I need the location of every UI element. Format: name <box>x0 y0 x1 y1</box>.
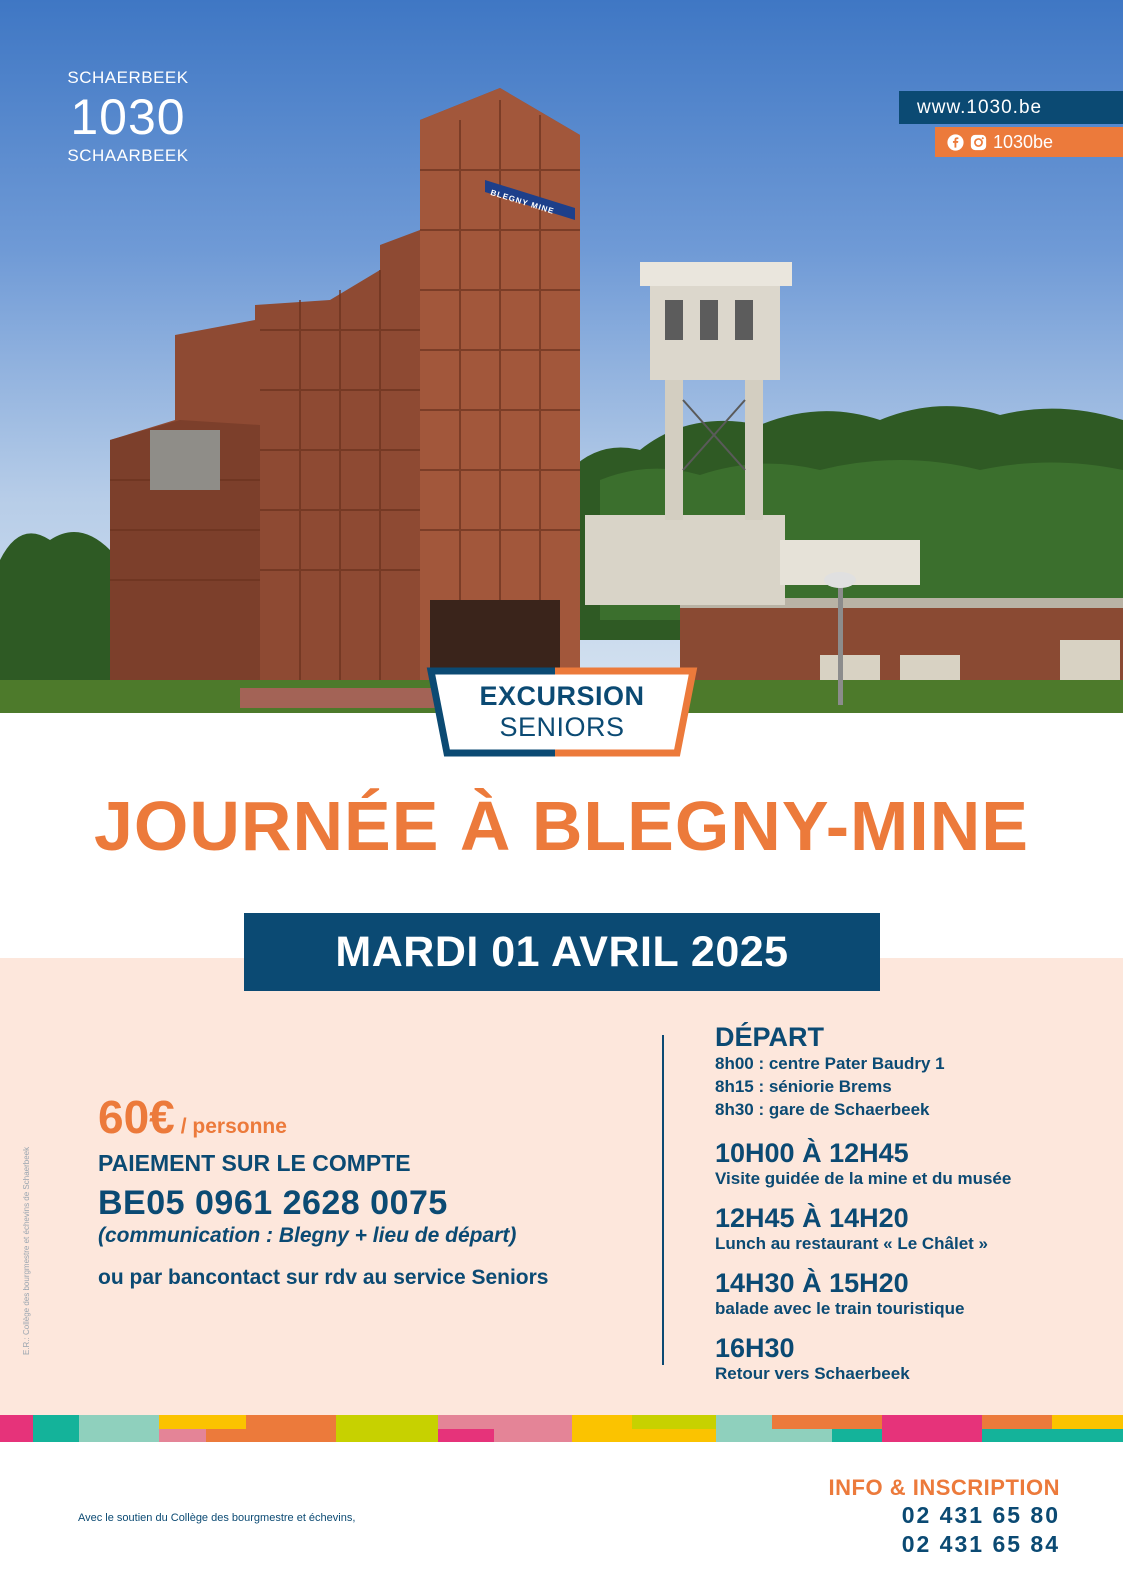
schedule-block <box>715 1138 1115 1190</box>
schedule-desc: balade avec le train touristique <box>715 1299 965 1318</box>
phone-number-1[interactable]: 02 431 65 80 <box>901 1502 1060 1528</box>
departure-item: 8h30 : gare de Schaerbeek <box>715 1100 930 1119</box>
payment-communication: (communication : Blegny + lieu de départ) <box>98 1224 517 1247</box>
payment-label: PAIEMENT SUR LE COMPTE <box>98 1150 411 1176</box>
iban-number: BE05 0961 2628 0075 <box>98 1184 448 1222</box>
departure-item: 8h00 : centre Pater Baudry 1 <box>715 1054 945 1073</box>
badge-line-2: SENIORS <box>499 712 625 742</box>
website-link[interactable]: www.1030.be <box>899 91 1123 124</box>
contact-info <box>829 1475 1060 1559</box>
event-date: MARDI 01 AVRIL 2025 <box>244 913 880 991</box>
schedule-block <box>715 1203 1115 1255</box>
logo-top-text: SCHAERBEEK <box>67 68 189 87</box>
bancontact-note: ou par bancontact sur rdv au service Seniors <box>98 1266 549 1289</box>
vertical-divider <box>662 1035 664 1365</box>
price-amount: 60€ <box>98 1091 175 1143</box>
badge-line-1: EXCURSION <box>479 681 645 711</box>
event-title: JOURNÉE À BLEGNY-MINE <box>94 787 1029 865</box>
support-note: Avec le soutien du Collège des bourgmestre et échevins, <box>78 1512 356 1524</box>
info-heading: INFO & INSCRIPTION <box>828 1475 1060 1500</box>
facebook-icon[interactable] <box>947 134 964 151</box>
price <box>98 1090 287 1144</box>
schedule-time: 12H45 À 14H20 <box>715 1203 909 1233</box>
schedule <box>715 1022 1115 1383</box>
social-links[interactable] <box>935 127 1123 157</box>
phone-number-2[interactable]: 02 431 65 84 <box>901 1531 1060 1557</box>
schedule-time: 16H30 <box>715 1333 795 1363</box>
schedule-block <box>715 1268 1115 1320</box>
instagram-icon[interactable] <box>970 134 987 151</box>
departure-item: 8h15 : séniorie Brems <box>715 1077 892 1096</box>
schedule-time: 14H30 À 15H20 <box>715 1268 909 1298</box>
schedule-desc: Lunch au restaurant « Le Châlet » <box>715 1234 989 1253</box>
schaerbeek-logo[interactable] <box>62 68 194 166</box>
departure-heading: DÉPART <box>715 1022 825 1052</box>
schedule-desc: Retour vers Schaerbeek <box>715 1364 910 1383</box>
schedule-block <box>715 1333 1115 1385</box>
social-handle: 1030be <box>993 132 1054 152</box>
schedule-desc: Visite guidée de la mine et du musée <box>715 1169 1012 1188</box>
editor-responsible: E.R.: Collège des bourgmestre et échevins de Schaerbeek <box>22 1146 31 1355</box>
logo-bottom-text: SCHAARBEEK <box>67 146 189 165</box>
price-unit: / personne <box>180 1115 287 1138</box>
mine-sign-text: BLEGNY MINE <box>489 188 556 217</box>
schedule-time: 10H00 À 12H45 <box>715 1138 909 1168</box>
decorative-color-stripe <box>0 1415 1123 1442</box>
excursion-badge <box>425 667 699 757</box>
logo-number: 1030 <box>70 89 186 145</box>
